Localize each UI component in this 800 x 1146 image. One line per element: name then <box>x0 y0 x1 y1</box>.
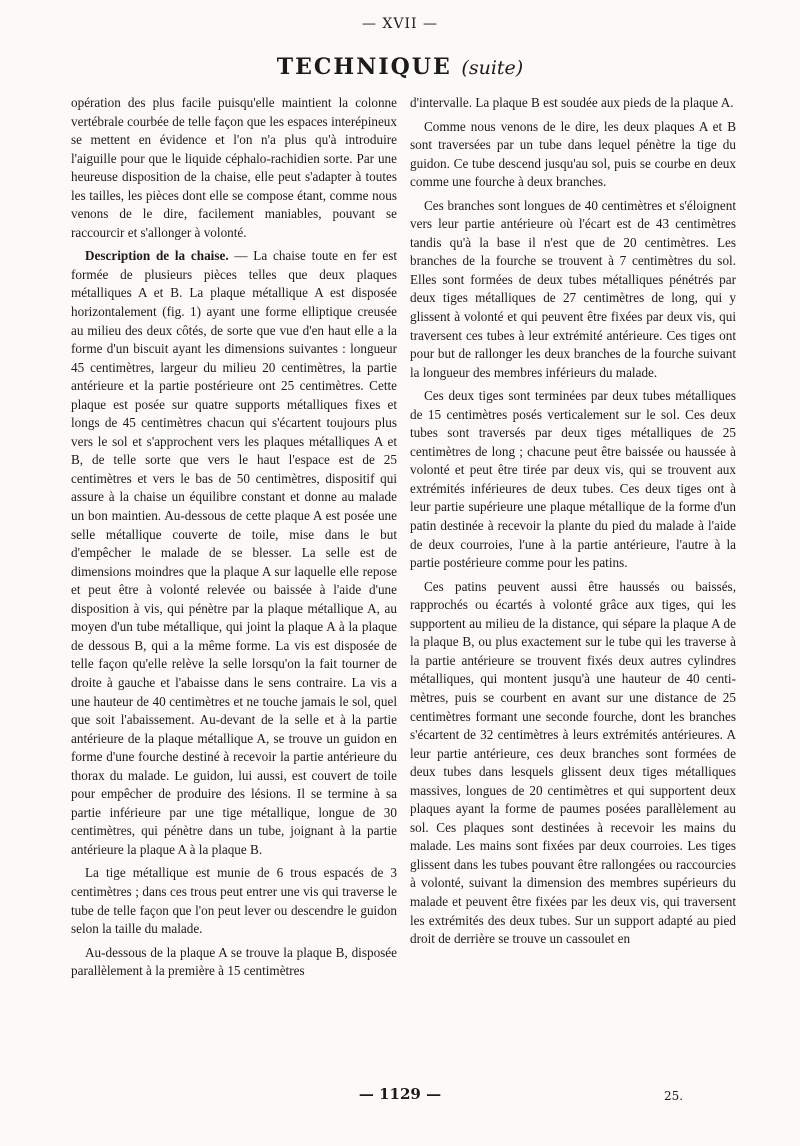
page-number: — 1129 — <box>358 1085 442 1103</box>
section-title <box>0 54 800 80</box>
right-paragraph-2: Comme nous venons de le dire, les deux plaques A et B sont traversées par un tube dans lequel pénètre la tige du guidon. Ce tube descend jusqu'au sol, puis se courbe en deux comme une fourche à deux branches. <box>410 118 736 190</box>
title-suite: (suite) <box>461 57 524 79</box>
right-paragraph-1: d'intervalle. La plaque B est soudée aux pieds de la plaque A. <box>410 95 734 110</box>
right-column <box>410 94 736 954</box>
left-paragraph-2 <box>71 247 397 859</box>
right-paragraph-3: Ces branches sont longues de 40 centimètres et s'éloignent vers leur partie antérieure où l'écart est de 43 centimètres tandis qu'à la base il n'est que de 20 centimètres. Les branches de la fourche se trouvent à 7 centimètres du sol. Elles sont formées de deux tubes métalliques pénétrés par deux tiges métalliques de 27 centimètres de long, qui y glissent à volonté et qui peuvent être fixées par deux vis, qui traversent ces tubes à leur extrémité antérieure. Ces tiges ont pour but de rallonger les deux branches de la fourche suivant la longueur des membres inférieurs du malade. <box>410 197 736 380</box>
description-heading: Description de la chaise. <box>85 248 229 264</box>
left-paragraph-4: Au-dessous de la plaque A se trouve la plaque B, disposée parallèlement à la première à 15 centimètres <box>71 944 397 979</box>
left-column <box>71 94 397 986</box>
sheet-number: 25. <box>664 1089 684 1103</box>
left-paragraph-1: opération des plus facile puisqu'elle maintient la colonne vertébrale courbée de telle façon que les espaces interépineux se mettent en évidence et l'on n'a plus qu'à introduire l'aiguille pour que le liquide céphalo-rachidien sorte. Par une heureuse disposition de la chaise, elle peut s'adapter à toutes les tailles, les pièces dont elle se compose étant, comme nous venons de le dire, facilement maniables, pouvant se raccourcir et s'allonger à volonté. <box>71 95 397 240</box>
left-paragraph-3: La tige métallique est munie de 6 trous espacés de 3 centimètres ; dans ces trous peut entrer une vis qui traverse le tube de telle façon que l'on peut lever ou descendre le guidon selon la taille du malade. <box>71 865 397 937</box>
right-paragraph-5: Ces patins peuvent aussi être haussés ou baissés, rapprochés ou écartés à volonté grâce aux tiges, qui les supportent au milieu de la distance, qui sépare la plaque A de la plaque B, ou plus exactement sur le tube qui les traverse à la partie antérieure se trouvent fixés deux autres cylindres métalliques, qui montent jusqu'à une hauteur de 40 centimètres, puis se courbent en avant sur une distance de 25 centimètres formant une seconde fourche, dont les branches s'écartent de 32 centimètres à leurs extrémités antérieures. A leur partie antérieure, ces deux branches sont formées de deux tubes dans lesquels glissent deux tiges métalliques massives, longues de 20 centimètres et qui supportent deux plaques ayant la forme de paumes posées parallèlement au sol. Ces plaques sont destinées à recevoir les mains du malade. Les mains sont fixées par deux courroies. Les tiges glissent dans les tubes pouvant être rallongées ou raccourcies à volonté, suivant la dimension des membres supérieurs du malade et peuvent être fixées par les deux vis, qui traversent les extrémités des deux tubes. Sur un support adapté au pied droit de derrière se trouve un cassoulet en <box>410 578 736 947</box>
right-paragraph-4: Ces deux tiges sont terminées par deux tubes métalliques de 15 centimètres posés verticalement sur le sol. Ces deux tubes sont traversés par deux tiges métalliques de 25 centimètres de long ; chacune peut être baissée ou haussée à volonté et peut être tirée par deux vis, qui se trouvent aux extrémités inférieures de deux tubes. Ces deux tiges ont à leur partie supérieure une plaque métallique de la forme d'un patin destinée à recevoir la plante du pied du malade à l'aide de deux courroies, l'une à la partie antérieure, l'autre à la partie postérieure comme pour les patins. <box>410 388 736 571</box>
description-text: — La chaise toute en fer est formée de plusieurs pièces telles que deux plaques métalliques A et B. La plaque métallique A est disposée horizontalement (fig. 1) ayant une forme elliptique creusée au milieu des deux côtés, de sorte que vue d'en haut elle a la forme d'un biscuit ayant les dimensions suivantes : longueur 45 centimètres, largeur du milieu 20 centimètres, la partie antérieure et la partie postérieure ont 25 centimètres. Cette plaque est posée sur quatre supports métalliques fixes et longs de 45 centimètres chacun qui s'écartent toujours plus vers le sol et s'approchent vers les plaques métalliques A et B, de telle sorte que vers le haut l'espace est de 25 centimètres et vers le bas de 50 centimètres, dispositif qui assure à la chaise un équilibre constant et donne au malade un bon maintien. Au-dessous de cette plaque A est posée une selle métallique couverte de toile, mise dans le but d'empêcher le malade de se blesser. La selle est de dimensions moindres que la plaque A sur laquelle elle repose et peut être à volonté relevée ou baissée à l'aide d'une disposition à vis, qui pénètre par la plaque métallique A, au moyen d'un tube métallique, qui joint la plaque A à la plaque de dessous B, qui a la même forme. La vis est disposée de telle façon qu'elle relève la selle lorsqu'on la fait tourner de droite à gauche et l'abaisse dans le sens contraire. La vis a une hauteur de 40 centimètres et ne touche jamais le sol, quel que soit l'abaissement. Au-devant de la selle et à la partie antérieure de la plaque métallique A, se trouve un guidon en forme d'une fourche destiné à recevoir la partie antérieure du thorax du malade. Le guidon, lui aussi, est couvert de toile pour empêcher de produire des lésions. Il se termine à sa partie inférieure par une tige métallique, longue de 30 centimètres, qui pénètre dans un tube, joignant à la partie antérieure la plaque A à la plaque B. <box>71 248 397 857</box>
page-header-roman: — XVII — <box>361 16 439 32</box>
title-main: TECHNIQUE <box>276 54 452 80</box>
